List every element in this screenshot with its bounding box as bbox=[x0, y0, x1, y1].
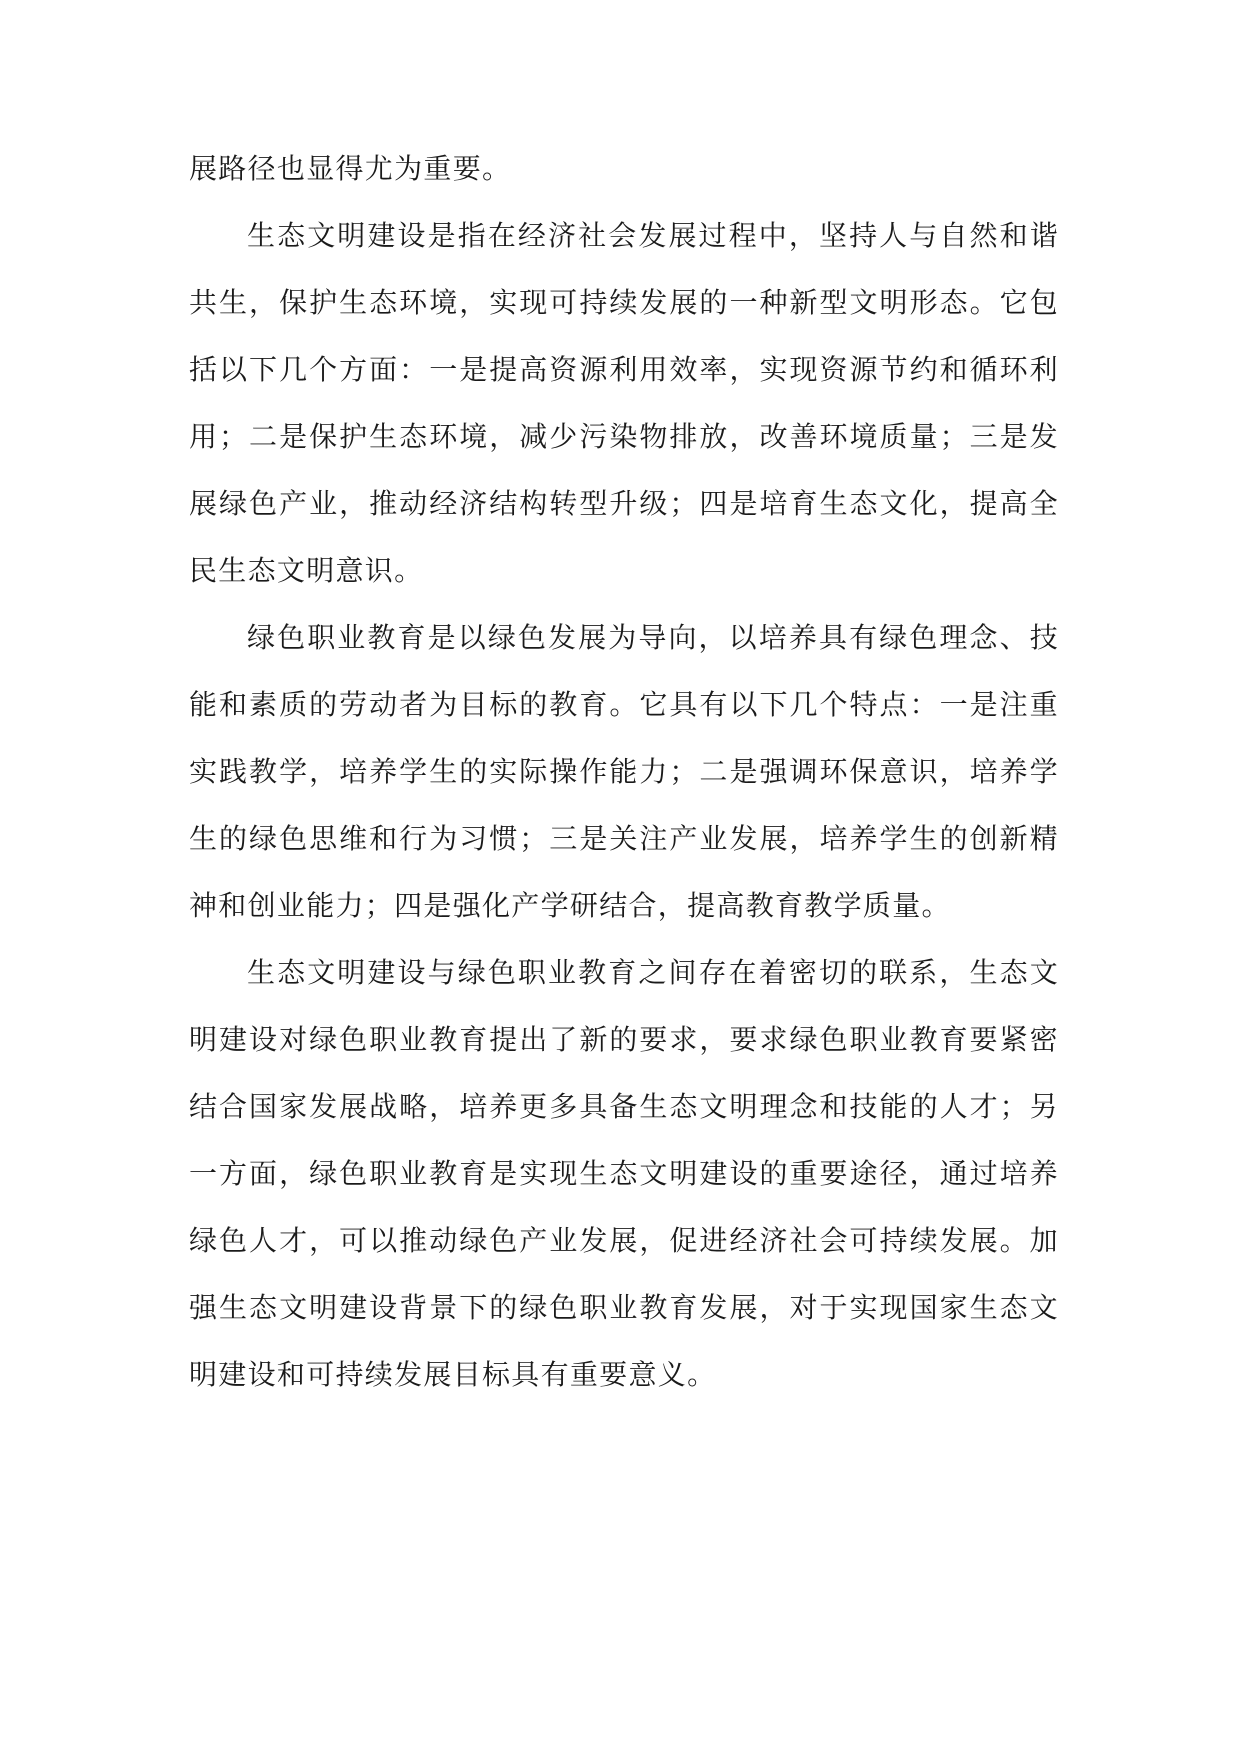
paragraph-continuation: 展路径也显得尤为重要。 bbox=[189, 152, 512, 185]
document-page bbox=[189, 135, 1059, 1408]
paragraph-green-vocational-education: 绿色职业教育是以绿色发展为导向，以培养具有绿色理念、技能和素质的劳动者为目标的教育。它具有以下几个特点：一是注重实践教学，培养学生的实际操作能力；二是强调环保意识，培养学生的绿色思维和行为习惯；三是关注产业发展，培养学生的创新精神和创业能力；四是强化产学研结合，提高教育教学质量。 bbox=[189, 621, 1059, 922]
paragraph-ecological-civilization: 生态文明建设是指在经济社会发展过程中，坚持人与自然和谐共生，保护生态环境，实现可持续发展的一种新型文明形态。它包括以下几个方面：一是提高资源利用效率，实现资源节约和循环利用；二是保护生态环境，减少污染物排放，改善环境质量；三是发展绿色产业，推动经济结构转型升级；四是培育生态文化，提高全民生态文明意识。 bbox=[189, 219, 1059, 587]
paragraph-relationship: 生态文明建设与绿色职业教育之间存在着密切的联系，生态文明建设对绿色职业教育提出了新的要求，要求绿色职业教育要紧密结合国家发展战略，培养更多具备生态文明理念和技能的人才；另一方面，绿色职业教育是实现生态文明建设的重要途径，通过培养绿色人才，可以推动绿色产业发展，促进经济社会可持续发展。加强生态文明建设背景下的绿色职业教育发展，对于实现国家生态文明建设和可持续发展目标具有重要意义。 bbox=[189, 956, 1059, 1391]
